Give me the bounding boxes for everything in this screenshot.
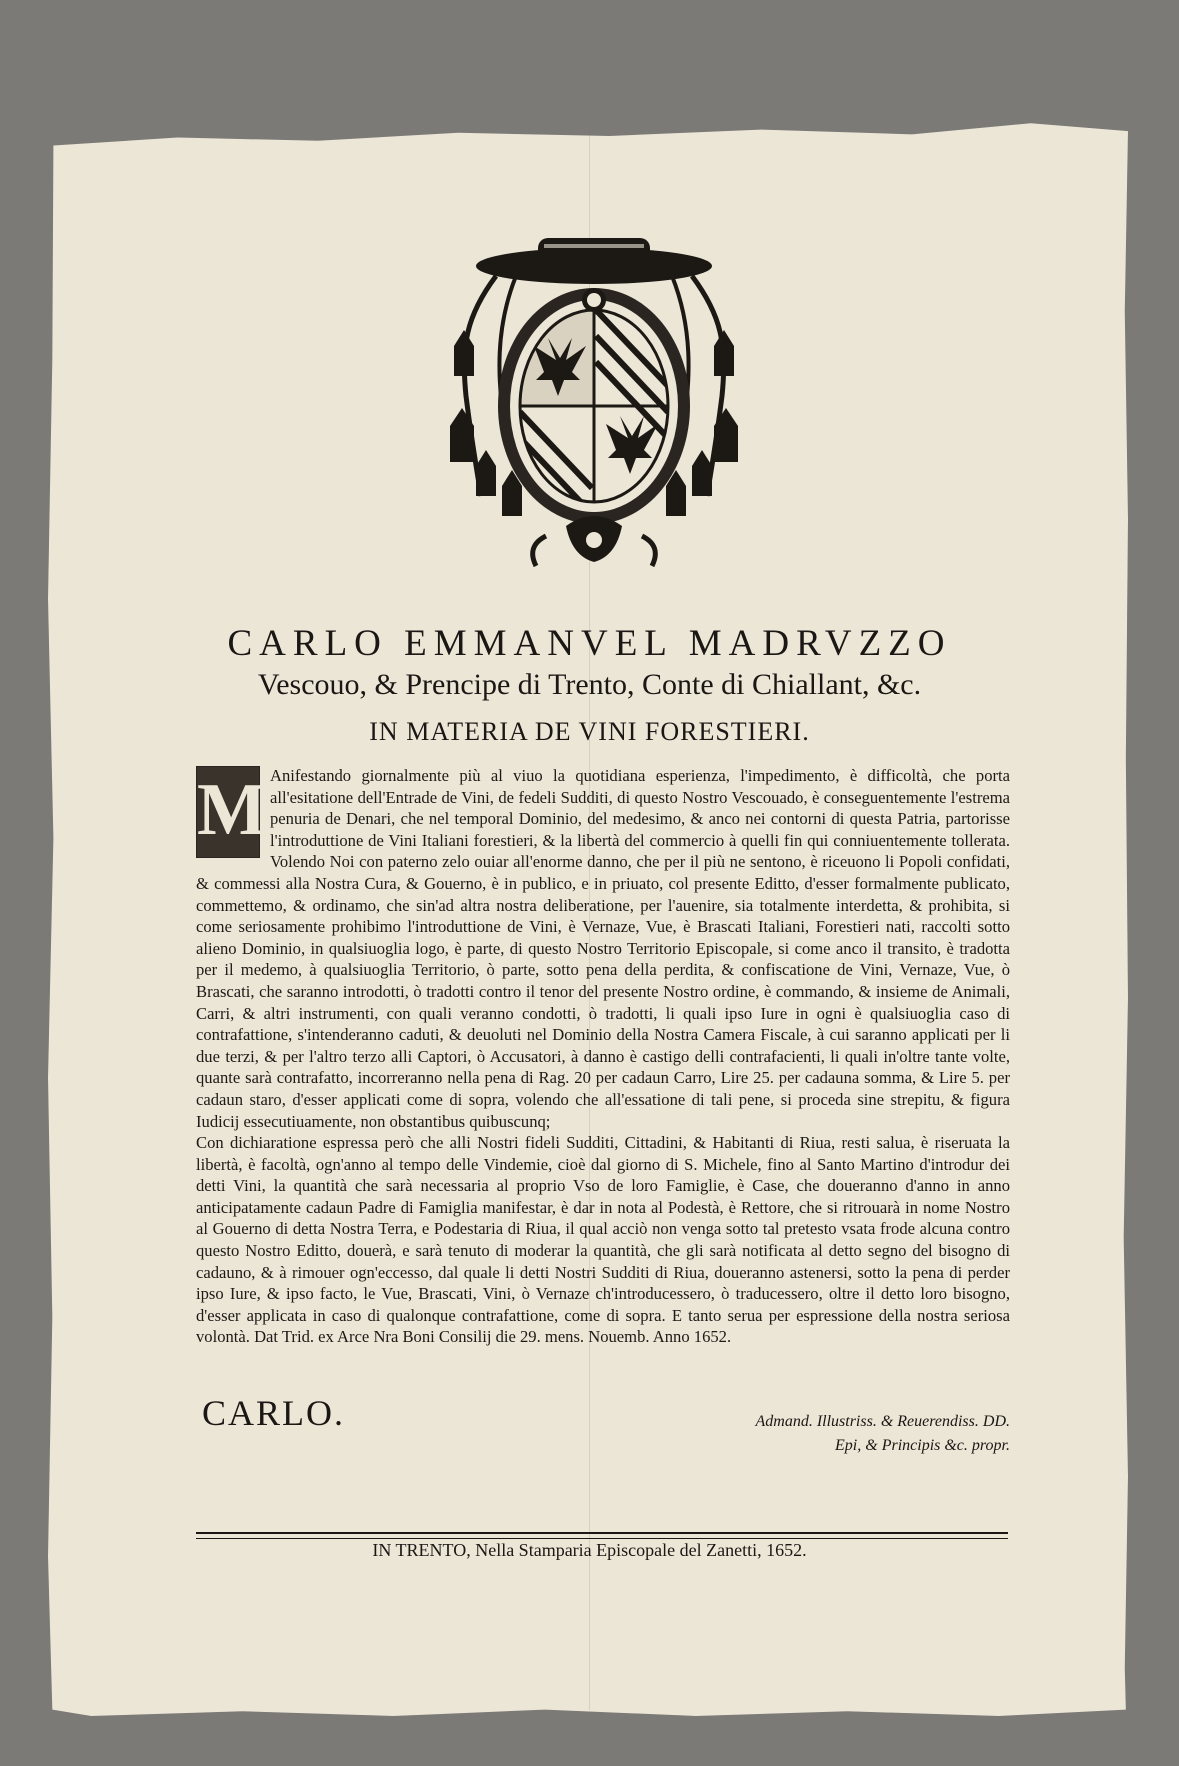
countersign-line-2: Epi, & Principis &c. propr.: [835, 1437, 1010, 1454]
countersignature: [700, 1410, 1010, 1458]
document-subtitle: Vescouo, & Prencipe di Trento, Conte di Chiallant, &c.: [257, 668, 922, 701]
edict-body: [196, 765, 1010, 1348]
coat-of-arms-woodcut: [436, 236, 752, 576]
edict-paragraph-1: Anifestando giornalmente più al viuo la quotidiana esperienza, l'impedimento, è difficoltà, che porta all'esitatione dell'Entrade de Vini, de fedeli Sudditi, di questo Nostro Vescouado, è conseguentemente l'estrema penuria de Denari, che nel temporal Dominio, del medesimo, & anco nei contorni di questa Patria, partorisse l'introduttione de Vini Italiani forestieri, & la libertà del commercio à quelli fin qui conniuentemente tollerata. Volendo Noi con paterno zelo ouiar all'enorme danno, che per il più ne sentono, è riceuono li Popoli confidati, & commessi alla Nostra Cura, & Gouerno, è in publico, e in priuato, col presente Editto, d'esser formalmente publicato, commettemo, & ordinamo, che sin'ad altra nostra deliberatione, per l'auenire, sia totalmente interdetta, & prohibita, si come seriosamente prohibimo l'introduttione de Vini, è Vernaze, Vue, è Brascati Italiani, Forestieri nati, raccolti sotto alieno Dominio, in qualsiuoglia logo, è parte, di questo Nostro Territorio Episcopale, si come anco il transito, è tradotta per il medemo, à qualsiuoglia Territorio, ò parte, sotto pena della perdita, & confiscatione de Vini, Vernaze, Vue, ò Brascati, che saranno introdotti, ò tradotti contro il tenor del presente Nostro ordine, è commando, & insieme de Animali, Carri, & altri instrumenti, con quali veranno condotti, ò tradotti, li quali ipso Iure in ogni è qualsiuoglia caso di contrafattione, s'intenderanno caduti, & deuoluti nel Dominio della Nostra Camera Fiscale, à cui saranno applicati per li due terzi, & per l'altro terzo alli Captori, ò Accusatori, à danno è castigo delli contrafacienti, li quali in'oltre tante volte, quante sarà contrafatto, incorreranno nella pena di Rag. 20 per cadaun Carro, Lire 25. per cadauna somma, & Lire 5. per cadaun staro, d'esser applicati come di sopra, volendo che all'essatione di tali pene, si proceda sine strepitu, & figura Iudicij essecutiuamente, non obstantibus quibuscunq;: [196, 766, 1010, 1131]
initial-letter: M: [197, 769, 267, 851]
edict-heading: IN MATERIA DE VINI FORESTIERI.: [369, 717, 810, 746]
edict-paragraph-2: Con dichiaratione espressa però che alli Nostri fideli Sudditi, Cittadini, & Habitanti di Riua, resti salua, è riseruata la libertà, è facoltà, ogn'anno al tempo delle Vindemie, cioè dal giorno di S. Michele, fino al Santo Martino d'introdur dei detti Vini, la quantità che sarà necessaria al proprio Vso de loro Famiglie, è Case, che doueranno d'anno in anno anticipatamente cadaun Padre di Famiglia manifestar, è dar in nota al Podestà, è Rettore, che si ritrouarà in nome Nostro al Gouerno di detta Nostra Terra, e Podestaria di Riua, il qual acciò non venga sotto tal pretesto vsata frode alcuna contro questo Nostro Editto, douerà, e sarà tenuto di moderar la quantità, che gli sarà notificata al detto segno del bisogno di cadauno, & à rimouer ogn'eccesso, dal quale li detti Nostri Sudditi di Riua, doueranno astenersi, sotto la pena di perder ipso Iure, & ipso facto, le Vue, Brascati, Vini, ò Vernaze ch'introducessero, ò traducessero, oltre il detto loro bisogno, d'esser applicata in caso di qualonque contrafattione, come di sopra. E tanto serua per espressione della nostra seriosa volontà. Dat Trid. ex Arce Nra Boni Consilij die 29. mens. Nouemb. Anno 1652.: [196, 1133, 1010, 1347]
countersign-line-1: Admand. Illustriss. & Reuerendiss. DD.: [755, 1413, 1010, 1430]
printer-imprint: IN TRENTO, Nella Stamparia Episcopale del Zanetti, 1652.: [372, 1540, 807, 1560]
imprint-divider: [196, 1532, 1008, 1539]
document-title: CARLO EMMANVEL MADRVZZO: [227, 623, 952, 664]
decorated-initial: [196, 766, 267, 858]
signature-carlo: CARLO.: [202, 1393, 346, 1433]
